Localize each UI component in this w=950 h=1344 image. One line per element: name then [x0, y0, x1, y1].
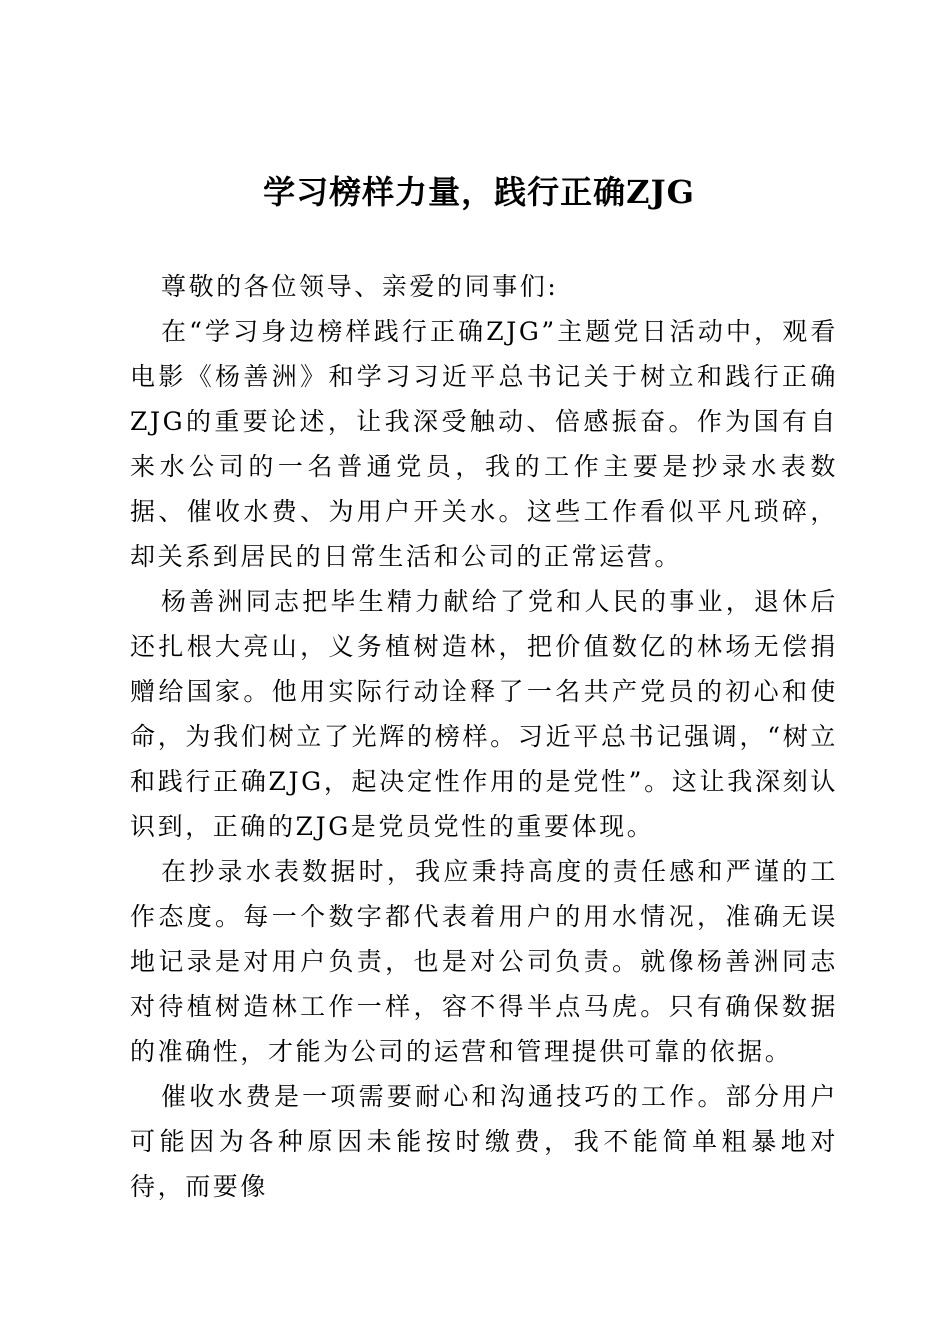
- salutation: 尊敬的各位领导、亲爱的同事们:: [161, 272, 559, 301]
- paragraph: 在“学习身边榜样践行正确ZJG”主题党日活动中，观看电影《杨善洲》和学习习近平总书记关于树立和践行正确ZJG的重要论述，让我深受触动、倍感振奋。作为国有自来水公司的一名普通党员，我的工作主要是抄录水表数据、催收水费、为用户开关水。这些工作看似平凡琐碎，却关系到居民的日常生活和公司的正常运营。: [130, 317, 838, 571]
- paragraph: 在抄录水表数据时，我应秉持高度的责任感和严谨的工作态度。每一个数字都代表着用户的用水情况，准确无误地记录是对用户负责，也是对公司负责。就像杨善洲同志对待植树造林工作一样，容不得半点马虎。只有确保数据的准确性，才能为公司的运营和管理提供可靠的依据。: [130, 857, 838, 1066]
- document-body: [130, 264, 838, 1209]
- document-title: 学习榜样力量，践行正确ZJG: [263, 173, 695, 211]
- paragraph: 催收水费是一项需要耐心和沟通技巧的工作。部分用户可能因为各种原因未能按时缴费，我不能简单粗暴地对待，而要像: [130, 1082, 838, 1201]
- paragraph: 杨善洲同志把毕生精力献给了党和人民的事业，退休后还扎根大亮山，义务植树造林，把价值数亿的林场无偿捐赠给国家。他用实际行动诠释了一名共产党员的初心和使命，为我们树立了光辉的榜样。习近平总书记强调，“树立和践行正确ZJG，起决定性作用的是党性”。这让我深刻认识到，正确的ZJG是党员党性的重要体现。: [130, 587, 838, 841]
